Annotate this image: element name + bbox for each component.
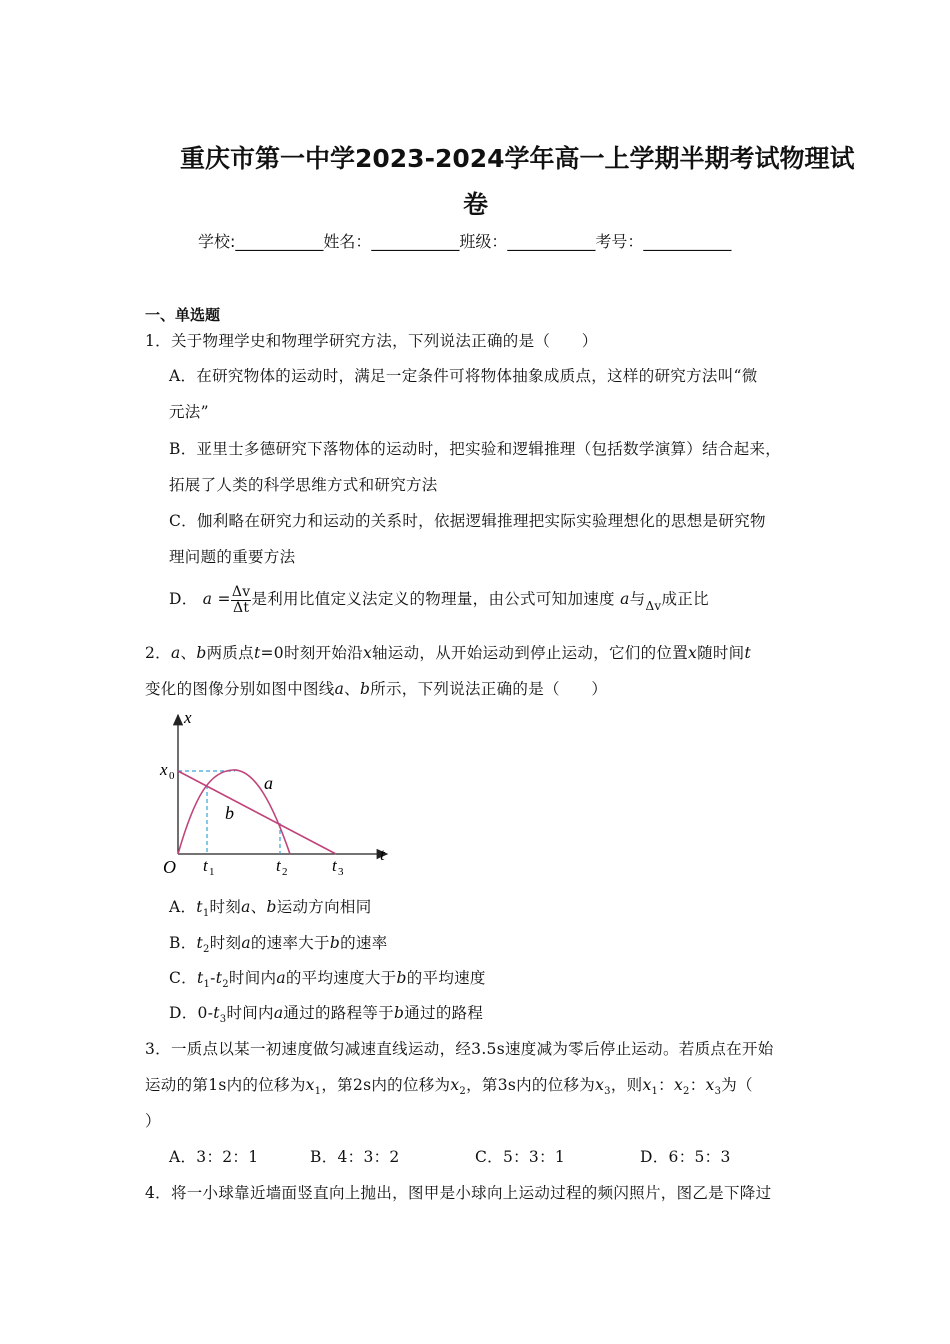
q1-option-d: D． a = $\frac{\Delta v}{\Delta t}$ 是利用比值定义法定义的物理量，由公式可知加速度 a与$_{\Delta v}$成正比 [169, 583, 709, 616]
t3-subscript: 3 [338, 866, 344, 878]
q2-option-a: A．$t_1$时刻a、b运动方向相同 [169, 898, 372, 920]
q3-option-b: B．4：3：2 [310, 1148, 400, 1166]
student-info-line: 学校:___________姓名：___________班级：___________考号：___________ [198, 232, 732, 251]
t-axis-label: t [380, 845, 385, 864]
t2-subscript: 2 [282, 866, 288, 878]
t1-subscript: 1 [209, 866, 215, 878]
t2-label: t [276, 856, 281, 875]
q1-option-b-line2: 拓展了人类的科学思维方式和研究方法 [169, 476, 438, 494]
line-b-label: b [225, 803, 234, 823]
x-t-graph [155, 705, 400, 880]
x0-label: x [160, 760, 168, 779]
origin-label: O [163, 857, 176, 877]
x0-subscript: 0 [169, 770, 175, 782]
curve-a-label: a [264, 773, 273, 793]
q1-option-c-line1: C．伽利略在研究力和运动的关系时，依据逻辑推理把实际实验理想化的思想是研究物 [169, 512, 766, 530]
x-axis-label: x [184, 708, 192, 727]
q2-option-c: C．$t_1-t_2$时间内a的平均速度大于b的平均速度 [169, 969, 486, 991]
page-title-line1: 重庆市第一中学2023-2024学年高一上学期半期考试物理试 [180, 144, 855, 173]
q3-stem-line3: ） [145, 1112, 161, 1130]
page-title-line2: 卷 [463, 190, 489, 219]
q3-option-d: D．6：5：3 [640, 1148, 731, 1166]
q1-option-a-line1: A．在研究物体的运动时，满足一定条件可将物体抽象成质点，这样的研究方法叫“微 [169, 367, 758, 385]
q2-stem-line2: 变化的图像分别如图中图线a、b所示，下列说法正确的是（ ） [145, 680, 608, 698]
q1-stem: 1．关于物理学史和物理学研究方法，下列说法正确的是（ ） [145, 332, 598, 350]
q2-option-b: B．$t_2$时刻a的速率大于b的速率 [169, 934, 388, 956]
q1-option-b-line1: B．亚里士多德研究下落物体的运动时，把实验和逻辑推理（包括数学演算）结合起来， [169, 440, 782, 458]
q2-option-d: D．$0-t_3$时间内a通过的路程等于b通过的路程 [169, 1004, 484, 1026]
t3-label: t [332, 856, 337, 875]
curve-a [178, 770, 290, 854]
q2-stem-line1: 2．a、b两质点t=0时刻开始沿x轴运动，从开始运动到停止运动，它们的位置x随时间t [145, 644, 751, 662]
q1-option-c-line2: 理问题的重要方法 [169, 548, 296, 566]
fraction-dv-dt: $\frac{\Delta v}{\Delta t}$ [231, 583, 251, 616]
t1-label: t [203, 856, 208, 875]
q3-stem-line2: 运动的第1s内的位移为$x_1$，第2s内的位移为$x_2$，第3s内的位移为$x_3$，则$x_1$：$x_2$：$x_3$为（ [145, 1076, 753, 1098]
q3-stem-line1: 3．一质点以某一初速度做匀减速直线运动，经3.5s速度减为零后停止运动。若质点在开始 [145, 1040, 774, 1058]
formula-a: a [202, 590, 213, 608]
q1-option-a-line2: 元法” [169, 403, 209, 421]
q3-option-a: A．3：2：1 [169, 1148, 259, 1166]
section-heading: 一、单选题 [145, 306, 221, 324]
q3-option-c: C．5：3：1 [475, 1148, 566, 1166]
q4-stem-line1: 4．将一小球靠近墙面竖直向上抛出，图甲是小球向上运动过程的频闪照片，图乙是下降过 [145, 1184, 772, 1202]
